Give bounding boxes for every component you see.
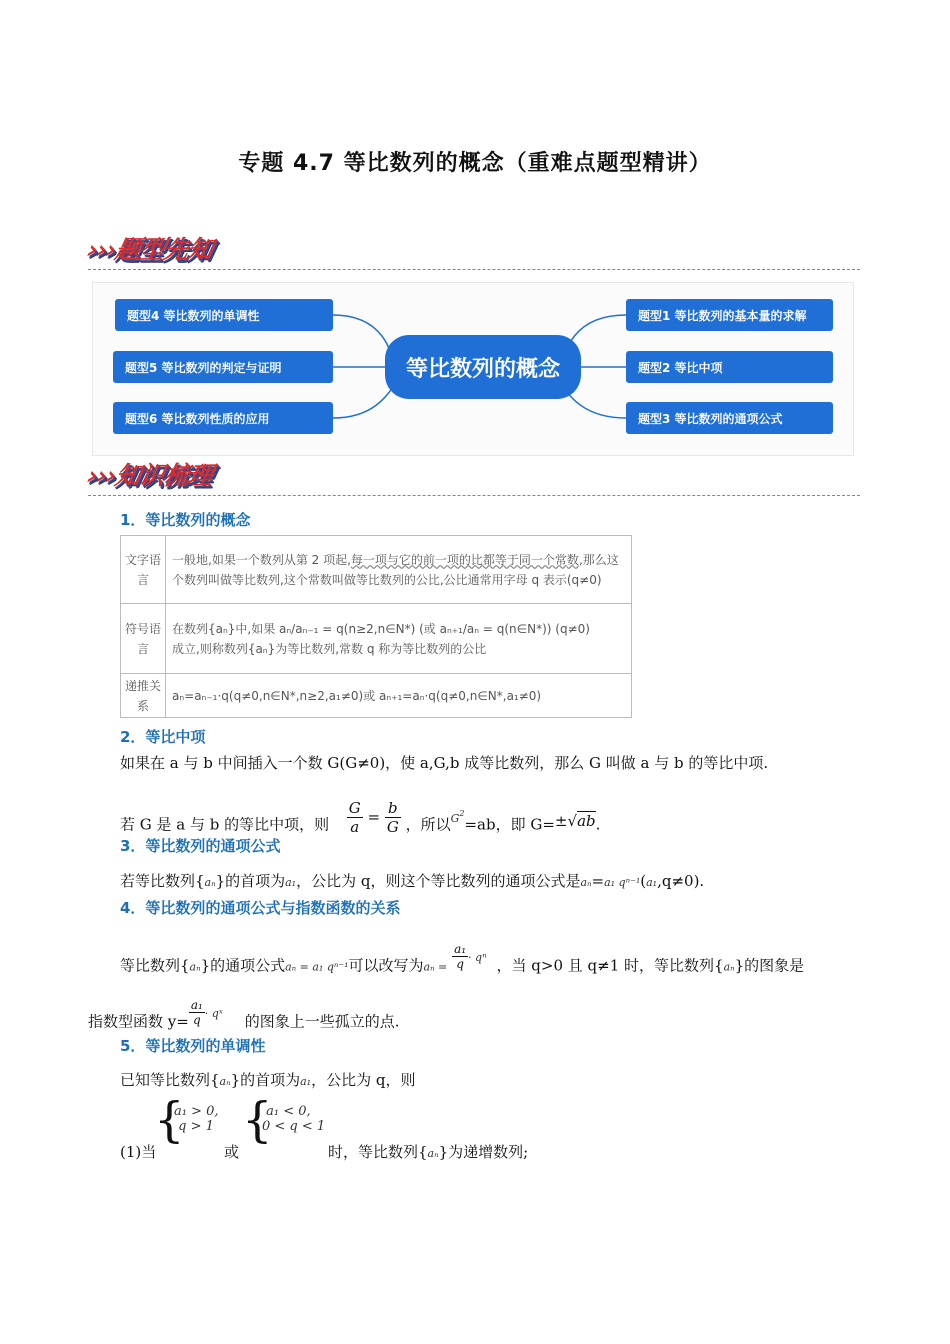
geometric-mean-definition: 如果在 a 与 b 中间插入一个数 G(G≠0)，使 a,G,b 成等比数列，那么 G 叫做 a 与 b 的等比中项. bbox=[120, 754, 769, 772]
mind-map-node-type1: 题型1 等比数列的基本量的求解 bbox=[626, 299, 833, 331]
text-fragment: ，公比为 q，则这个等比数列的通项公式是 bbox=[296, 872, 581, 890]
table-label-text: 文字语言 bbox=[121, 536, 166, 604]
table-cell-text-definition bbox=[166, 536, 632, 604]
text-fragment: 可以改写为 bbox=[348, 956, 424, 975]
definition-table bbox=[120, 535, 632, 718]
formula-prefix: 若 G 是 a 与 b 的等比中项，则 bbox=[120, 815, 330, 834]
mind-map-node-type6: 题型6 等比数列性质的应用 bbox=[113, 402, 333, 434]
definition-part-a: 一般地,如果一个数列从第 2 项起, bbox=[172, 552, 351, 567]
condition-set-2: a₁ < 0, 0 < q < 1 bbox=[262, 1104, 326, 1134]
mind-map-node-type4: 题型4 等比数列的单调性 bbox=[115, 299, 333, 331]
text-fragment: }的首项为 bbox=[230, 1071, 301, 1089]
text-fragment: (1)当 bbox=[120, 1143, 157, 1161]
text-fragment: }的图象是 bbox=[734, 956, 805, 975]
text-fragment: 或 bbox=[224, 1143, 240, 1161]
fraction-b-over-G: $\frac{b}{G}$ bbox=[386, 799, 399, 836]
text-fragment: 等比数列{ bbox=[120, 956, 190, 975]
text-fragment: = bbox=[591, 872, 605, 890]
section-banner-knowledge bbox=[84, 456, 860, 496]
table-label-recurrence: 递推关系 bbox=[121, 674, 166, 718]
banner-text: ›››题型先知 bbox=[84, 235, 215, 264]
increasing-condition bbox=[120, 1092, 580, 1168]
page-title: 专题 4.7 等比数列的概念（重难点题型精讲） bbox=[238, 151, 712, 176]
condition-set-1: a₁ > 0, q > 1 bbox=[174, 1104, 219, 1134]
section-heading-3: 3．等比数列的通项公式 bbox=[120, 837, 281, 855]
fraction-a1-over-q: $\frac{\text{a₁}}{q}$ bbox=[190, 998, 203, 1027]
mind-map-node-type3: 题型3 等比数列的通项公式 bbox=[626, 402, 833, 434]
text-fragment: ，公比为 q，则 bbox=[311, 1071, 416, 1089]
symbol-line-2: 成立,则称数列{aₙ}为等比数列,常数 q 称为等比数列的公比 bbox=[172, 641, 487, 656]
left-brace-2: { bbox=[242, 1092, 273, 1148]
left-brace-1: { bbox=[154, 1092, 185, 1148]
text-fragment: }的首项为 bbox=[215, 872, 286, 890]
condition-result: 时，等比数列{aₙ}为递增数列; bbox=[328, 1143, 529, 1161]
table-label-symbol: 符号语言 bbox=[121, 604, 166, 674]
dashed-divider bbox=[88, 269, 860, 270]
formula-end: . bbox=[595, 815, 601, 834]
text-fragment: ,q≠0). bbox=[657, 872, 705, 890]
general-term-line: 若等比数列{aₙ}的首项为a₁，公比为 q，则这个等比数列的通项公式是aₙ=a₁ qⁿ⁻¹(a₁,q≠0). bbox=[120, 872, 705, 890]
mind-map-node-type5: 题型5 等比数列的判定与证明 bbox=[113, 351, 333, 383]
text-fragment: 时，等比数列{ bbox=[328, 1143, 428, 1161]
geometric-mean-formula-line: 若 G 是 a 与 b 的等比中项，则 $\frac{G}{a}$ = $\frac{b}{G}$ ，所以$^{G2}$=ab，即 G=±√ab. bbox=[120, 799, 601, 836]
text-fragment: }为递增数列; bbox=[438, 1143, 529, 1161]
symbol-line-1: 在数列{aₙ}中,如果 aₙ/aₙ₋₁ = q(n≥2,n∈N*) (或 aₙ₊₁/aₙ = q(n∈N*)) (q≠0) bbox=[172, 621, 590, 636]
definition-part-d: ,那么这个数列叫做等比数列,这个常数叫做等比数列的公比,公比通常用字母 q 表示(q≠0) bbox=[172, 552, 619, 587]
text-fragment: 指数型函数 y= bbox=[88, 1012, 189, 1031]
dashed-divider bbox=[88, 495, 860, 496]
exponential-function-line: 指数型函数 y= $\frac{\text{a₁}}{q}$ $^{\cdot qˣ}$ 的图象上一些孤立的点. bbox=[88, 998, 400, 1031]
mind-map-center-node: 等比数列的概念 bbox=[385, 335, 581, 399]
table-cell-recurrence: aₙ=aₙ₋₁·q(q≠0,n∈N*,n≥2,a₁≠0)或 aₙ₊₁=aₙ·q(q≠0,n∈N*,a₁≠0) bbox=[166, 674, 632, 718]
fraction-G-over-a: $\frac{G}{a}$ bbox=[348, 799, 361, 836]
banner-text: ›››知识梳理 bbox=[84, 461, 215, 490]
formula-ab: =ab，即 G= bbox=[464, 815, 555, 834]
definition-part-b: 每一项与它的前一项的比都等于同一个常 bbox=[350, 552, 567, 567]
section-heading-4: 4．等比数列的通项公式与指数函数的关系 bbox=[120, 899, 401, 917]
mind-map bbox=[92, 282, 854, 456]
text-fragment: 已知等比数列{ bbox=[120, 1071, 220, 1089]
monotonicity-intro: 已知等比数列{aₙ}的首项为a₁，公比为 q，则 bbox=[120, 1071, 416, 1089]
text-fragment: 若等比数列{ bbox=[120, 872, 205, 890]
section-banner-question-types bbox=[84, 230, 860, 270]
table-cell-symbol-definition bbox=[166, 604, 632, 674]
formula-mid: ，所以 bbox=[405, 815, 451, 834]
section-heading-5: 5．等比数列的单调性 bbox=[120, 1037, 266, 1055]
fraction-a1-over-q: $\frac{\text{a₁}}{q}$ bbox=[454, 942, 467, 971]
section-heading-1: 1．等比数列的概念 bbox=[120, 511, 251, 529]
section-heading-2: 2．等比中项 bbox=[120, 728, 206, 746]
text-fragment: 的图象上一些孤立的点. bbox=[244, 1012, 400, 1031]
text-fragment: }的通项公式 bbox=[200, 956, 286, 975]
text-fragment: ，当 q>0 且 q≠1 时，等比数列{ bbox=[496, 956, 724, 975]
definition-part-c: 数 bbox=[566, 552, 579, 567]
exponential-relation-line: 等比数列{aₙ}的通项公式aₙ = a₁ qⁿ⁻¹可以改写为aₙ = $\frac{\text{a₁}}{q}$ $^{\cdot q^n}$ ，当 q>0 且 q≠1 时，等比数列{aₙ}的图象是 bbox=[120, 942, 805, 975]
mind-map-node-type2: 题型2 等比中项 bbox=[626, 351, 833, 383]
